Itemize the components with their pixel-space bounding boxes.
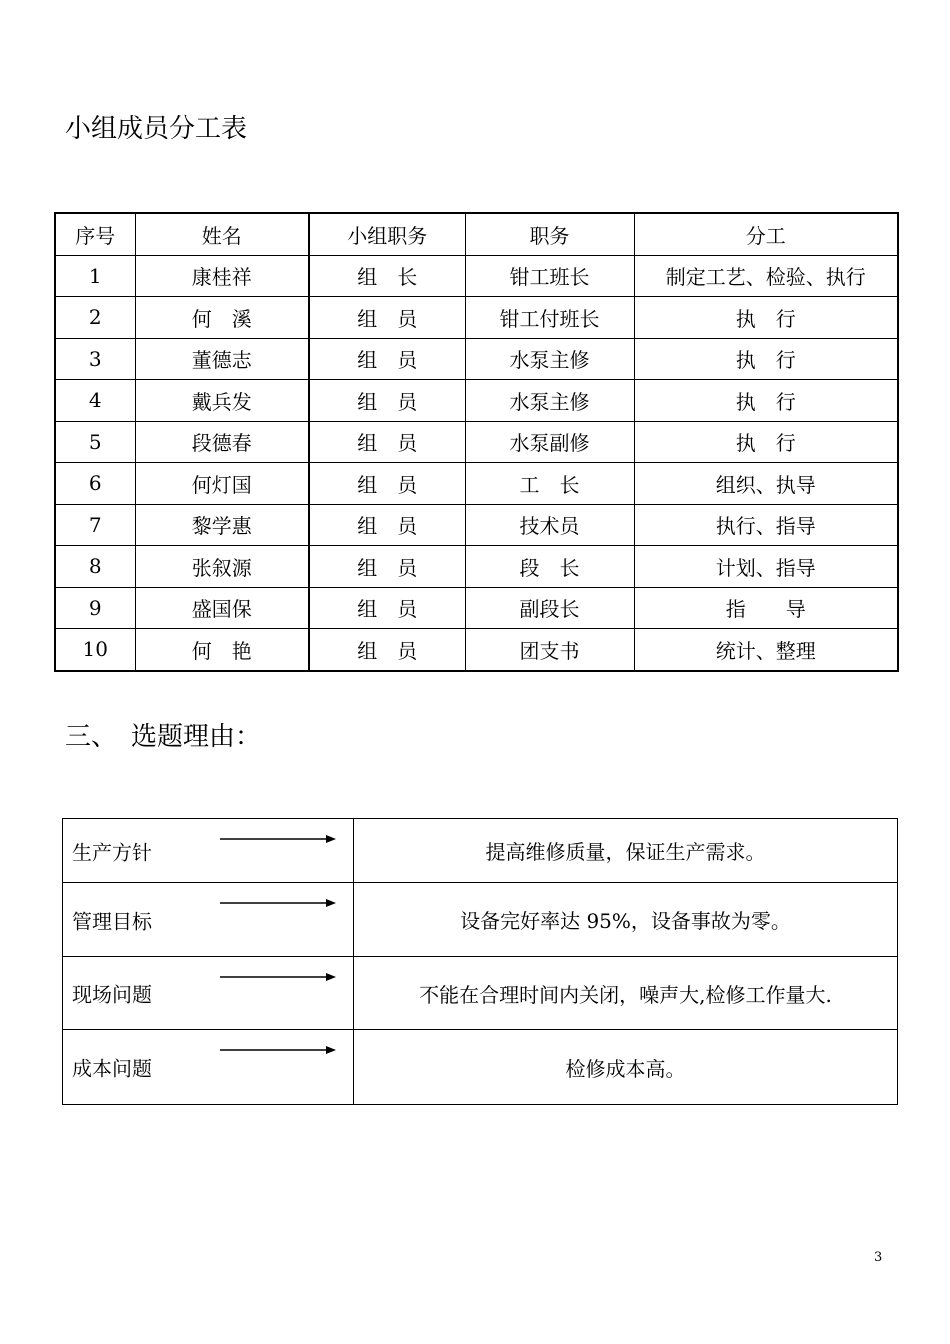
table-cell: 段德春 <box>135 421 309 463</box>
table-cell: 团支书 <box>465 629 634 671</box>
table-cell: 5 <box>55 421 135 463</box>
table-cell: 执 行 <box>634 297 898 339</box>
reason-label-cell <box>63 1030 354 1105</box>
table-cell: 副段长 <box>465 587 634 629</box>
table-cell: 组 员 <box>309 421 465 463</box>
section-heading-text: 选题理由： <box>131 722 262 752</box>
table-cell: 盛国保 <box>135 587 309 629</box>
table-cell: 钳工付班长 <box>465 297 634 339</box>
table-row <box>55 297 898 339</box>
reason-value: 设备完好率达 95%，设备事故为零。 <box>354 883 898 957</box>
reason-label-cell <box>63 819 354 883</box>
table-cell: 黎学惠 <box>135 504 309 546</box>
reason-label: 生产方针 <box>72 840 152 864</box>
table-header-cell: 姓名 <box>135 213 309 255</box>
reason-label: 现场问题 <box>72 982 152 1007</box>
reasons-table <box>62 818 898 1105</box>
table-cell: 组 员 <box>309 629 465 671</box>
table-row <box>55 546 898 588</box>
table-cell: 组 员 <box>309 380 465 422</box>
table-cell: 6 <box>55 463 135 505</box>
table-cell: 指 导 <box>634 587 898 629</box>
table-cell: 组 员 <box>309 546 465 588</box>
table-cell: 执 行 <box>634 338 898 380</box>
table-cell: 组 员 <box>309 338 465 380</box>
table-cell: 执 行 <box>634 421 898 463</box>
table-cell: 技术员 <box>465 504 634 546</box>
table-cell: 戴兵发 <box>135 380 309 422</box>
table-cell: 4 <box>55 380 135 422</box>
table-cell: 康桂祥 <box>135 255 309 297</box>
table-cell: 制定工艺、检验、执行 <box>634 255 898 297</box>
table-cell: 何灯国 <box>135 463 309 505</box>
table-cell: 统计、整理 <box>634 629 898 671</box>
table-cell: 7 <box>55 504 135 546</box>
table-cell: 段 长 <box>465 546 634 588</box>
right-arrow-icon <box>220 1044 336 1056</box>
right-arrow-icon <box>220 897 336 909</box>
section-title-members: 小组成员分工表 <box>65 114 248 144</box>
table-row <box>55 338 898 380</box>
table-cell: 3 <box>55 338 135 380</box>
table-cell: 执行、指导 <box>634 504 898 546</box>
table-cell: 8 <box>55 546 135 588</box>
reason-value: 不能在合理时间内关闭，噪声大,检修工作量大. <box>354 957 898 1030</box>
table-cell: 2 <box>55 297 135 339</box>
table-row <box>55 504 898 546</box>
table-row <box>55 255 898 297</box>
table-cell: 何 艳 <box>135 629 309 671</box>
table-row <box>55 380 898 422</box>
table-cell: 计划、指导 <box>634 546 898 588</box>
table-header-cell: 职务 <box>465 213 634 255</box>
reason-label-cell <box>63 883 354 957</box>
reason-row <box>63 819 898 883</box>
table-header-cell: 序号 <box>55 213 135 255</box>
table-cell: 董德志 <box>135 338 309 380</box>
table-cell: 张叙源 <box>135 546 309 588</box>
reason-label-cell <box>63 957 354 1030</box>
table-cell: 组织、执导 <box>634 463 898 505</box>
table-cell: 9 <box>55 587 135 629</box>
section-number: 三、 <box>65 722 118 752</box>
table-cell: 10 <box>55 629 135 671</box>
reason-row <box>63 883 898 957</box>
table-cell: 组 员 <box>309 587 465 629</box>
reason-value: 检修成本高。 <box>354 1030 898 1105</box>
table-cell: 工 长 <box>465 463 634 505</box>
table-cell: 组 员 <box>309 297 465 339</box>
table-header-cell: 小组职务 <box>309 213 465 255</box>
table-row <box>55 463 898 505</box>
table-cell: 1 <box>55 255 135 297</box>
right-arrow-icon <box>220 971 336 983</box>
table-cell: 水泵副修 <box>465 421 634 463</box>
table-header-row <box>55 213 898 255</box>
table-cell: 水泵主修 <box>465 338 634 380</box>
table-row <box>55 629 898 671</box>
page-number: 3 <box>874 1250 883 1265</box>
table-cell: 何 溪 <box>135 297 309 339</box>
table-cell: 钳工班长 <box>465 255 634 297</box>
right-arrow-icon <box>220 833 336 845</box>
table-cell: 组 员 <box>309 504 465 546</box>
table-row <box>55 421 898 463</box>
members-table <box>54 212 899 672</box>
section-title-reasons <box>65 722 261 752</box>
table-row <box>55 587 898 629</box>
reason-label: 管理目标 <box>72 909 152 933</box>
reason-row <box>63 957 898 1030</box>
table-cell: 组 长 <box>309 255 465 297</box>
reason-label: 成本问题 <box>72 1056 152 1081</box>
table-cell: 执 行 <box>634 380 898 422</box>
reason-value: 提高维修质量，保证生产需求。 <box>354 819 898 883</box>
table-cell: 水泵主修 <box>465 380 634 422</box>
reason-row <box>63 1030 898 1105</box>
table-header-cell: 分工 <box>634 213 898 255</box>
table-cell: 组 员 <box>309 463 465 505</box>
